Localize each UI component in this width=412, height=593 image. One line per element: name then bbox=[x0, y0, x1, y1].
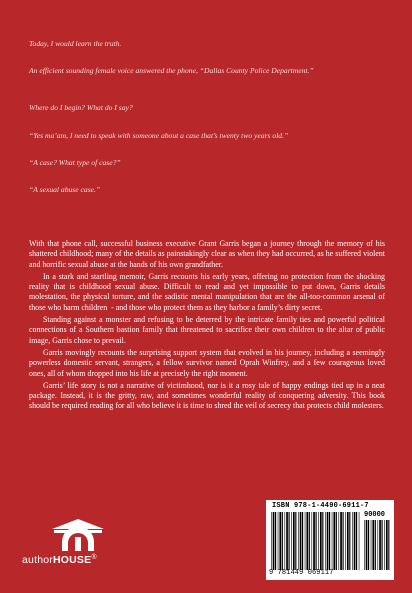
barcode-bar bbox=[327, 512, 329, 570]
barcode-bar bbox=[347, 512, 349, 570]
blurb-paragraph-1: With that phone call, successful business executive Grant Garris began a journey through the memory of his shattered childhood; many of the details as painstakingly clear as when they had occurred, as he suffered violent and horrific sexual abuse at the hands of his own grandfather. bbox=[29, 239, 385, 269]
quote-line-2: An efficient sounding female voice answered the phone, “Dallas County Police Department.” bbox=[29, 66, 314, 75]
barcode-bar bbox=[382, 520, 383, 570]
isbn-label: ISBN 978-1-4490-6911-7 bbox=[272, 502, 369, 510]
barcode-bar bbox=[352, 512, 353, 570]
barcode-bar bbox=[273, 512, 275, 570]
barcode-bar bbox=[343, 512, 344, 570]
barcode-bar bbox=[316, 512, 317, 570]
barcode-bar bbox=[271, 512, 272, 570]
barcode-bar bbox=[345, 512, 346, 570]
barcode-bar bbox=[278, 512, 279, 570]
barcode-bar bbox=[309, 512, 310, 570]
barcode-bar bbox=[375, 520, 376, 570]
barcode-bar bbox=[305, 512, 306, 570]
barcode-bar bbox=[384, 520, 385, 570]
barcode-bar bbox=[293, 512, 295, 570]
barcode-bar bbox=[332, 512, 333, 570]
book-description bbox=[29, 239, 385, 414]
barcode-bar bbox=[312, 512, 313, 570]
barcode-bar bbox=[295, 512, 296, 570]
barcode-bar bbox=[339, 512, 340, 570]
registered-mark: ® bbox=[91, 554, 97, 561]
barcode-bar bbox=[322, 512, 323, 570]
publisher-logo bbox=[22, 518, 142, 578]
house-with-arch-logo-icon bbox=[48, 518, 108, 552]
barcode-bar bbox=[279, 512, 281, 570]
blurb-paragraph-2: In a stark and startling memoir, Garris recounts his early years, offering no protection from the shocking reality that is childhood sexual abuse. Difficult to read and yet impossible to put down, Garris details molestation, the physical torture, and the sadistic mental manipulation that are the all-too-common arsenal of those who harm children - and those who protect them as they harbor a family’s dirty secret. bbox=[29, 271, 385, 312]
barcode-bar bbox=[318, 512, 319, 570]
quote-line-6: “A sexual abuse case.” bbox=[29, 185, 101, 194]
ean-digits: 9 781449 069117 bbox=[269, 569, 334, 577]
blurb-paragraph-3: Standing against a monster and refusing to be deterred by the intricate family ties and powerful political connections of a Southern bastion family that threatened to sacrifice their own children to the altar of public image, Garris chose to prevail. bbox=[29, 315, 385, 345]
barcode-bar bbox=[356, 512, 357, 570]
barcode-bar bbox=[333, 512, 335, 570]
barcode-bar bbox=[364, 520, 365, 570]
barcode-bar bbox=[336, 512, 337, 570]
barcode-bar bbox=[386, 520, 388, 570]
quote-line-4: “Yes ma’am, I need to speak with someone about a case that’s twenty two years old.” bbox=[29, 131, 289, 140]
barcode-bar bbox=[282, 512, 283, 570]
quote-line-1: Today, I would learn the truth. bbox=[29, 39, 122, 48]
barcode-bar bbox=[286, 512, 288, 570]
barcode-bar bbox=[329, 512, 330, 570]
barcode-bar bbox=[354, 512, 356, 570]
barcode-bar bbox=[340, 512, 342, 570]
quote-line-3: Where do I begin? What do I say? bbox=[29, 103, 133, 112]
barcode-panel bbox=[266, 500, 394, 580]
blurb-paragraph-4: Garris movingly recounts the surprising support system that evolved in his journey, including a seemingly powerless domestic servant, strangers, a fellow survivor named Oprah Winfrey, and a few courageous loved ones, all of whom dropped into his life at precisely the right moment. bbox=[29, 347, 385, 378]
barcode-bar bbox=[349, 512, 350, 570]
publisher-name bbox=[22, 554, 142, 566]
barcode-bar bbox=[378, 520, 379, 570]
barcode-bar bbox=[325, 512, 326, 570]
barcode-bar bbox=[379, 520, 381, 570]
barcode-bar bbox=[302, 512, 303, 570]
barcode-bar bbox=[371, 520, 372, 570]
barcode-bar bbox=[285, 512, 286, 570]
barcode-bar bbox=[298, 512, 299, 570]
addon-barcode bbox=[364, 520, 390, 570]
barcode-bar bbox=[320, 512, 322, 570]
ean-barcode bbox=[271, 512, 361, 570]
addon-price-code: 90000 bbox=[364, 511, 386, 519]
barcode-bar bbox=[388, 520, 389, 570]
barcode-bar bbox=[289, 512, 290, 570]
barcode-bar bbox=[368, 520, 369, 570]
publisher-name-light: author bbox=[22, 554, 53, 566]
barcode-bar bbox=[359, 512, 360, 570]
barcode-bar bbox=[300, 512, 302, 570]
publisher-name-bold: HOUSE bbox=[52, 554, 92, 566]
barcode-bar bbox=[372, 520, 374, 570]
barcode-bar bbox=[291, 512, 292, 570]
barcode-bar bbox=[313, 512, 315, 570]
barcode-bar bbox=[366, 520, 368, 570]
blurb-paragraph-5: Garris’ life story is not a narrative of victimhood, nor is it a rosy tale of happy endings tied up in a neat package. Instead, it is the gritty, raw, and sometimes wonderful reality of conquering adversity. This book should be required reading for all who believe it is time to shred the veil of secrecy that protects child molesters. bbox=[29, 380, 385, 411]
quote-line-5: “A case? What type of case?” bbox=[29, 158, 121, 167]
barcode-bar bbox=[275, 512, 276, 570]
barcode-bar bbox=[306, 512, 308, 570]
